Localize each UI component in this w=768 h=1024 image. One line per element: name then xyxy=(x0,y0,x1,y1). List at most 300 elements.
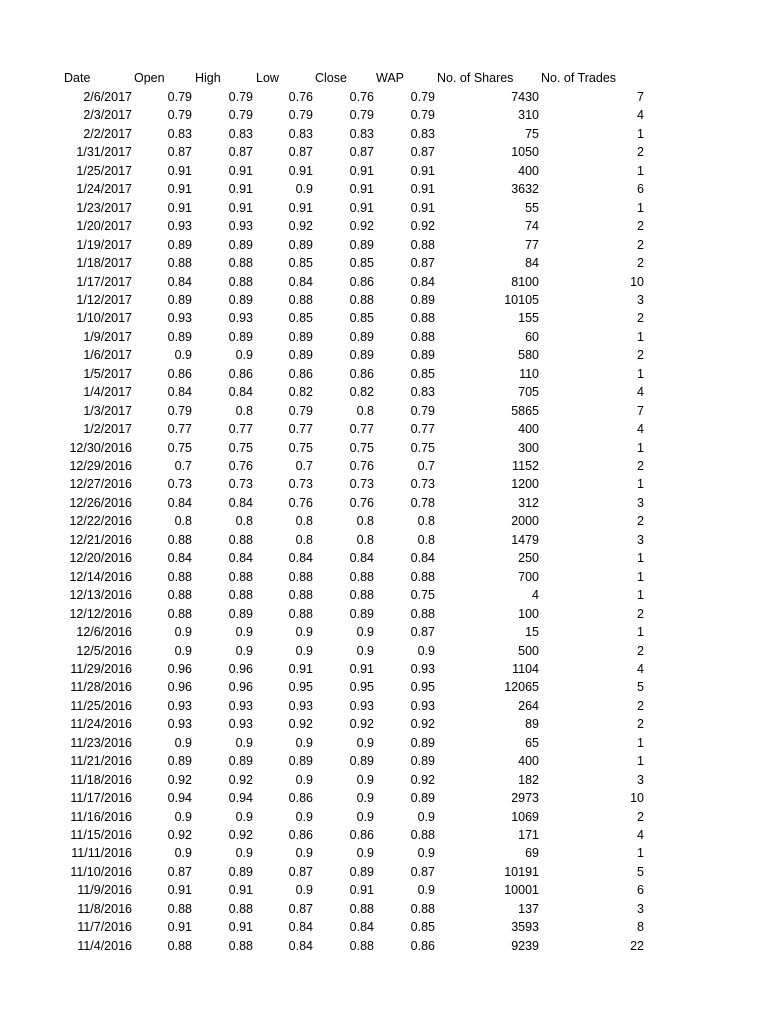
wap-cell: 0.85 xyxy=(410,920,435,935)
low-cell: 0.92 xyxy=(288,717,313,732)
trades-cell: 1 xyxy=(637,163,644,178)
shares-cell: 65 xyxy=(525,735,539,750)
wap-cell: 0.88 xyxy=(410,569,435,584)
low-cell: 0.9 xyxy=(295,182,313,197)
wap-cell: 0.89 xyxy=(410,754,435,769)
date-cell: 2/6/2017 xyxy=(83,90,132,104)
open-cell: 0.75 xyxy=(167,440,192,455)
wap-cell: 0.9 xyxy=(417,846,435,861)
wap-cell: 0.88 xyxy=(410,329,435,344)
shares-cell: 1069 xyxy=(511,809,539,824)
table-row xyxy=(0,808,768,826)
close-cell: 0.85 xyxy=(349,311,374,326)
open-cell: 0.88 xyxy=(167,532,192,547)
shares-cell: 300 xyxy=(518,440,539,455)
close-cell: 0.83 xyxy=(349,126,374,141)
table-row xyxy=(0,125,768,143)
shares-cell: 9239 xyxy=(511,938,539,953)
header-close: Close xyxy=(315,71,347,85)
trades-cell: 2 xyxy=(637,219,644,234)
close-cell: 0.91 xyxy=(349,182,374,197)
date-cell: 11/18/2016 xyxy=(70,772,132,787)
open-cell: 0.9 xyxy=(174,348,192,363)
high-cell: 0.84 xyxy=(228,495,253,510)
open-cell: 0.9 xyxy=(174,735,192,750)
low-cell: 0.83 xyxy=(288,126,313,141)
header-wap: WAP xyxy=(376,71,405,85)
high-cell: 0.89 xyxy=(228,754,253,769)
close-cell: 0.89 xyxy=(349,237,374,252)
shares-cell: 74 xyxy=(525,219,539,234)
open-cell: 0.93 xyxy=(167,311,192,326)
open-cell: 0.96 xyxy=(167,680,192,695)
close-cell: 0.76 xyxy=(349,459,374,473)
high-cell: 0.87 xyxy=(228,145,253,160)
close-cell: 0.88 xyxy=(349,292,374,307)
wap-cell: 0.88 xyxy=(410,311,435,326)
date-cell: 12/30/2016 xyxy=(69,440,132,455)
shares-cell: 705 xyxy=(518,385,539,400)
shares-cell: 1479 xyxy=(511,532,539,547)
shares-cell: 10001 xyxy=(504,883,539,898)
trades-cell: 2 xyxy=(637,311,644,326)
shares-cell: 2000 xyxy=(511,514,539,529)
date-cell: 11/25/2016 xyxy=(70,698,132,713)
close-cell: 0.88 xyxy=(349,588,374,603)
date-cell: 1/20/2017 xyxy=(76,219,132,234)
wap-cell: 0.77 xyxy=(410,422,435,437)
open-cell: 0.77 xyxy=(167,422,192,437)
shares-cell: 400 xyxy=(518,754,539,769)
open-cell: 0.86 xyxy=(167,366,192,381)
low-cell: 0.9 xyxy=(295,772,313,787)
close-cell: 0.89 xyxy=(349,864,374,879)
table-row xyxy=(0,199,768,217)
low-cell: 0.91 xyxy=(288,661,313,676)
open-cell: 0.84 xyxy=(167,274,192,289)
high-cell: 0.89 xyxy=(228,237,253,252)
close-cell: 0.88 xyxy=(349,938,374,953)
trades-cell: 6 xyxy=(637,182,644,197)
low-cell: 0.88 xyxy=(288,292,313,307)
date-cell: 11/9/2016 xyxy=(77,883,132,898)
trades-cell: 4 xyxy=(637,385,644,400)
shares-cell: 75 xyxy=(525,126,539,141)
close-cell: 0.88 xyxy=(349,901,374,916)
high-cell: 0.88 xyxy=(228,901,253,916)
trades-cell: 2 xyxy=(637,256,644,271)
close-cell: 0.79 xyxy=(349,108,374,123)
date-cell: 1/31/2017 xyxy=(76,145,132,160)
close-cell: 0.73 xyxy=(349,477,374,492)
date-cell: 11/29/2016 xyxy=(70,661,132,676)
open-cell: 0.93 xyxy=(167,698,192,713)
table-row xyxy=(0,88,768,106)
low-cell: 0.84 xyxy=(288,938,313,953)
open-cell: 0.89 xyxy=(167,237,192,252)
wap-cell: 0.91 xyxy=(410,182,435,197)
high-cell: 0.76 xyxy=(228,459,253,473)
table-row xyxy=(0,254,768,272)
table-row xyxy=(0,642,768,660)
high-cell: 0.89 xyxy=(228,329,253,344)
high-cell: 0.96 xyxy=(228,661,253,676)
high-cell: 0.89 xyxy=(228,292,253,307)
open-cell: 0.88 xyxy=(167,588,192,603)
wap-cell: 0.79 xyxy=(410,108,435,123)
high-cell: 0.88 xyxy=(228,256,253,271)
low-cell: 0.87 xyxy=(288,864,313,879)
table-row xyxy=(0,697,768,715)
low-cell: 0.9 xyxy=(295,643,313,658)
wap-cell: 0.84 xyxy=(410,551,435,566)
wap-cell: 0.83 xyxy=(410,385,435,400)
shares-cell: 137 xyxy=(518,901,539,916)
open-cell: 0.9 xyxy=(174,625,192,640)
wap-cell: 0.84 xyxy=(410,274,435,289)
high-cell: 0.88 xyxy=(228,532,253,547)
header-date: Date xyxy=(64,71,91,85)
wap-cell: 0.87 xyxy=(410,256,435,271)
table-row xyxy=(0,439,768,457)
header-low: Low xyxy=(256,71,279,85)
trades-cell: 2 xyxy=(637,459,644,473)
trades-cell: 1 xyxy=(637,440,644,455)
table-row xyxy=(0,180,768,198)
trades-cell: 3 xyxy=(637,495,644,510)
date-cell: 11/7/2016 xyxy=(77,920,132,935)
shares-cell: 8100 xyxy=(511,274,539,289)
date-cell: 11/16/2016 xyxy=(70,809,132,824)
open-cell: 0.88 xyxy=(167,901,192,916)
table-row xyxy=(0,734,768,752)
close-cell: 0.92 xyxy=(349,219,374,234)
shares-cell: 171 xyxy=(518,828,539,842)
open-cell: 0.84 xyxy=(167,551,192,566)
close-cell: 0.76 xyxy=(349,90,374,104)
high-cell: 0.94 xyxy=(228,791,253,806)
trades-cell: 7 xyxy=(637,90,644,104)
high-cell: 0.93 xyxy=(228,311,253,326)
table-row xyxy=(0,162,768,180)
high-cell: 0.73 xyxy=(228,477,253,492)
low-cell: 0.86 xyxy=(288,791,313,806)
close-cell: 0.88 xyxy=(349,569,374,584)
shares-cell: 250 xyxy=(518,551,539,566)
table-row xyxy=(0,937,768,955)
wap-cell: 0.89 xyxy=(410,735,435,750)
wap-cell: 0.89 xyxy=(410,348,435,363)
low-cell: 0.82 xyxy=(288,385,313,400)
close-cell: 0.76 xyxy=(349,495,374,510)
high-cell: 0.88 xyxy=(228,938,253,953)
table-row xyxy=(0,586,768,604)
low-cell: 0.84 xyxy=(288,274,313,289)
shares-cell: 1104 xyxy=(512,661,539,676)
open-cell: 0.89 xyxy=(167,754,192,769)
close-cell: 0.91 xyxy=(349,661,374,676)
wap-cell: 0.9 xyxy=(417,643,435,658)
low-cell: 0.85 xyxy=(288,311,313,326)
trades-cell: 3 xyxy=(637,772,644,787)
wap-cell: 0.75 xyxy=(410,588,435,603)
open-cell: 0.9 xyxy=(174,643,192,658)
date-cell: 1/23/2017 xyxy=(76,200,132,215)
header-no-of-shares: No. of Shares xyxy=(437,71,514,85)
shares-cell: 7430 xyxy=(511,90,539,104)
wap-cell: 0.87 xyxy=(410,145,435,160)
low-cell: 0.88 xyxy=(288,588,313,603)
date-cell: 12/21/2016 xyxy=(69,532,132,547)
wap-cell: 0.92 xyxy=(410,717,435,732)
close-cell: 0.91 xyxy=(349,200,374,215)
trades-cell: 4 xyxy=(637,828,644,842)
wap-cell: 0.89 xyxy=(410,292,435,307)
shares-cell: 155 xyxy=(518,311,539,326)
low-cell: 0.75 xyxy=(288,440,313,455)
open-cell: 0.79 xyxy=(167,90,192,104)
date-cell: 11/23/2016 xyxy=(70,735,132,750)
high-cell: 0.8 xyxy=(235,403,253,418)
high-cell: 0.93 xyxy=(228,698,253,713)
high-cell: 0.77 xyxy=(228,422,253,437)
close-cell: 0.89 xyxy=(349,754,374,769)
trades-cell: 1 xyxy=(637,846,644,861)
table-row xyxy=(0,826,768,844)
trades-cell: 1 xyxy=(637,569,644,584)
table-row xyxy=(0,918,768,936)
open-cell: 0.73 xyxy=(167,477,192,492)
open-cell: 0.91 xyxy=(167,163,192,178)
table-row xyxy=(0,457,768,475)
close-cell: 0.82 xyxy=(349,385,374,400)
high-cell: 0.79 xyxy=(228,90,253,104)
shares-cell: 1152 xyxy=(512,459,539,473)
high-cell: 0.9 xyxy=(235,643,253,658)
date-cell: 12/22/2016 xyxy=(69,514,132,529)
open-cell: 0.87 xyxy=(167,864,192,879)
high-cell: 0.8 xyxy=(235,514,253,529)
shares-cell: 400 xyxy=(518,163,539,178)
wap-cell: 0.88 xyxy=(410,828,435,842)
trades-cell: 2 xyxy=(637,514,644,529)
trades-cell: 2 xyxy=(637,809,644,824)
date-cell: 11/10/2016 xyxy=(70,864,132,879)
open-cell: 0.96 xyxy=(167,661,192,676)
close-cell: 0.89 xyxy=(349,329,374,344)
open-cell: 0.91 xyxy=(167,920,192,935)
shares-cell: 1050 xyxy=(511,145,539,160)
open-cell: 0.88 xyxy=(167,569,192,584)
close-cell: 0.95 xyxy=(349,680,374,695)
high-cell: 0.91 xyxy=(228,182,253,197)
wap-cell: 0.8 xyxy=(417,514,435,529)
shares-cell: 1200 xyxy=(511,477,539,492)
date-cell: 12/12/2016 xyxy=(69,606,132,621)
date-cell: 12/27/2016 xyxy=(69,477,132,492)
table-row xyxy=(0,494,768,512)
low-cell: 0.73 xyxy=(288,477,313,492)
trades-cell: 22 xyxy=(630,938,644,953)
table-row xyxy=(0,383,768,401)
table-row xyxy=(0,346,768,364)
high-cell: 0.91 xyxy=(228,883,253,898)
wap-cell: 0.88 xyxy=(410,237,435,252)
low-cell: 0.77 xyxy=(288,422,313,437)
table-row xyxy=(0,328,768,346)
close-cell: 0.9 xyxy=(356,791,374,806)
high-cell: 0.88 xyxy=(228,569,253,584)
trades-cell: 3 xyxy=(637,292,644,307)
trades-cell: 1 xyxy=(637,735,644,750)
open-cell: 0.8 xyxy=(174,514,192,529)
wap-cell: 0.87 xyxy=(410,864,435,879)
high-cell: 0.89 xyxy=(228,606,253,621)
low-cell: 0.93 xyxy=(288,698,313,713)
open-cell: 0.92 xyxy=(167,772,192,787)
wap-cell: 0.83 xyxy=(410,126,435,141)
low-cell: 0.9 xyxy=(295,735,313,750)
date-cell: 11/15/2016 xyxy=(70,828,132,842)
trades-cell: 5 xyxy=(637,680,644,695)
low-cell: 0.7 xyxy=(295,459,313,473)
date-cell: 11/4/2016 xyxy=(77,938,132,953)
date-cell: 1/2/2017 xyxy=(83,422,132,437)
table-row xyxy=(0,678,768,696)
date-cell: 11/21/2016 xyxy=(70,754,132,769)
low-cell: 0.92 xyxy=(288,219,313,234)
table-row xyxy=(0,309,768,327)
shares-cell: 400 xyxy=(518,422,539,437)
shares-cell: 3593 xyxy=(511,920,539,935)
shares-cell: 500 xyxy=(518,643,539,658)
date-cell: 12/20/2016 xyxy=(69,551,132,566)
low-cell: 0.76 xyxy=(288,495,313,510)
open-cell: 0.83 xyxy=(167,126,192,141)
trades-cell: 2 xyxy=(637,643,644,658)
table-row xyxy=(0,365,768,383)
trades-cell: 2 xyxy=(637,145,644,160)
high-cell: 0.92 xyxy=(228,772,253,787)
date-cell: 2/3/2017 xyxy=(83,108,132,123)
date-cell: 1/25/2017 xyxy=(76,163,132,178)
date-cell: 1/10/2017 xyxy=(76,311,132,326)
trades-cell: 3 xyxy=(637,901,644,916)
open-cell: 0.88 xyxy=(167,256,192,271)
table-row xyxy=(0,273,768,291)
date-cell: 1/24/2017 xyxy=(76,182,132,197)
date-cell: 12/13/2016 xyxy=(69,588,132,603)
high-cell: 0.9 xyxy=(235,846,253,861)
close-cell: 0.9 xyxy=(356,643,374,658)
shares-cell: 2973 xyxy=(511,791,539,806)
close-cell: 0.8 xyxy=(356,403,374,418)
wap-cell: 0.88 xyxy=(410,901,435,916)
wap-cell: 0.93 xyxy=(410,661,435,676)
wap-cell: 0.95 xyxy=(410,680,435,695)
close-cell: 0.93 xyxy=(349,698,374,713)
shares-cell: 10191 xyxy=(504,864,539,879)
close-cell: 0.91 xyxy=(349,883,374,898)
wap-cell: 0.9 xyxy=(417,883,435,898)
low-cell: 0.88 xyxy=(288,569,313,584)
shares-cell: 10105 xyxy=(504,292,539,307)
open-cell: 0.88 xyxy=(167,938,192,953)
high-cell: 0.86 xyxy=(228,366,253,381)
low-cell: 0.8 xyxy=(295,532,313,547)
open-cell: 0.88 xyxy=(167,606,192,621)
trades-cell: 1 xyxy=(637,588,644,603)
table-row xyxy=(0,217,768,235)
close-cell: 0.85 xyxy=(349,256,374,271)
open-cell: 0.91 xyxy=(167,200,192,215)
table-row xyxy=(0,900,768,918)
low-cell: 0.91 xyxy=(288,163,313,178)
wap-cell: 0.79 xyxy=(410,90,435,104)
date-cell: 11/8/2016 xyxy=(77,901,132,916)
wap-cell: 0.92 xyxy=(410,772,435,787)
trades-cell: 10 xyxy=(630,274,644,289)
low-cell: 0.87 xyxy=(288,145,313,160)
header-no-of-trades: No. of Trades xyxy=(541,71,617,85)
wap-cell: 0.89 xyxy=(410,791,435,806)
open-cell: 0.93 xyxy=(167,219,192,234)
shares-cell: 15 xyxy=(525,625,539,640)
wap-cell: 0.78 xyxy=(410,495,435,510)
trades-cell: 6 xyxy=(637,883,644,898)
shares-cell: 5865 xyxy=(511,403,539,418)
date-cell: 1/19/2017 xyxy=(76,237,132,252)
high-cell: 0.89 xyxy=(228,864,253,879)
shares-cell: 12065 xyxy=(504,680,539,695)
date-cell: 11/11/2016 xyxy=(71,846,132,861)
table-row xyxy=(0,789,768,807)
high-cell: 0.9 xyxy=(235,348,253,363)
shares-cell: 100 xyxy=(518,606,539,621)
trades-cell: 4 xyxy=(637,108,644,123)
shares-cell: 55 xyxy=(525,200,539,215)
date-cell: 1/12/2017 xyxy=(76,292,132,307)
close-cell: 0.75 xyxy=(349,440,374,455)
high-cell: 0.92 xyxy=(228,828,253,842)
open-cell: 0.89 xyxy=(167,329,192,344)
wap-cell: 0.91 xyxy=(410,163,435,178)
trades-cell: 2 xyxy=(637,698,644,713)
high-cell: 0.9 xyxy=(235,625,253,640)
close-cell: 0.9 xyxy=(356,772,374,787)
low-cell: 0.86 xyxy=(288,828,313,842)
date-cell: 12/5/2016 xyxy=(76,643,132,658)
trades-cell: 5 xyxy=(637,864,644,879)
high-cell: 0.88 xyxy=(228,274,253,289)
close-cell: 0.77 xyxy=(349,422,374,437)
low-cell: 0.9 xyxy=(295,883,313,898)
low-cell: 0.84 xyxy=(288,920,313,935)
wap-cell: 0.92 xyxy=(410,219,435,234)
high-cell: 0.75 xyxy=(228,440,253,455)
date-cell: 1/18/2017 xyxy=(76,256,132,271)
open-cell: 0.7 xyxy=(174,459,192,473)
close-cell: 0.9 xyxy=(356,735,374,750)
close-cell: 0.92 xyxy=(349,717,374,732)
shares-cell: 77 xyxy=(525,237,539,252)
date-cell: 1/3/2017 xyxy=(83,403,132,418)
close-cell: 0.8 xyxy=(356,514,374,529)
high-cell: 0.91 xyxy=(228,163,253,178)
high-cell: 0.79 xyxy=(228,108,253,123)
table-row xyxy=(0,752,768,770)
open-cell: 0.91 xyxy=(167,883,192,898)
